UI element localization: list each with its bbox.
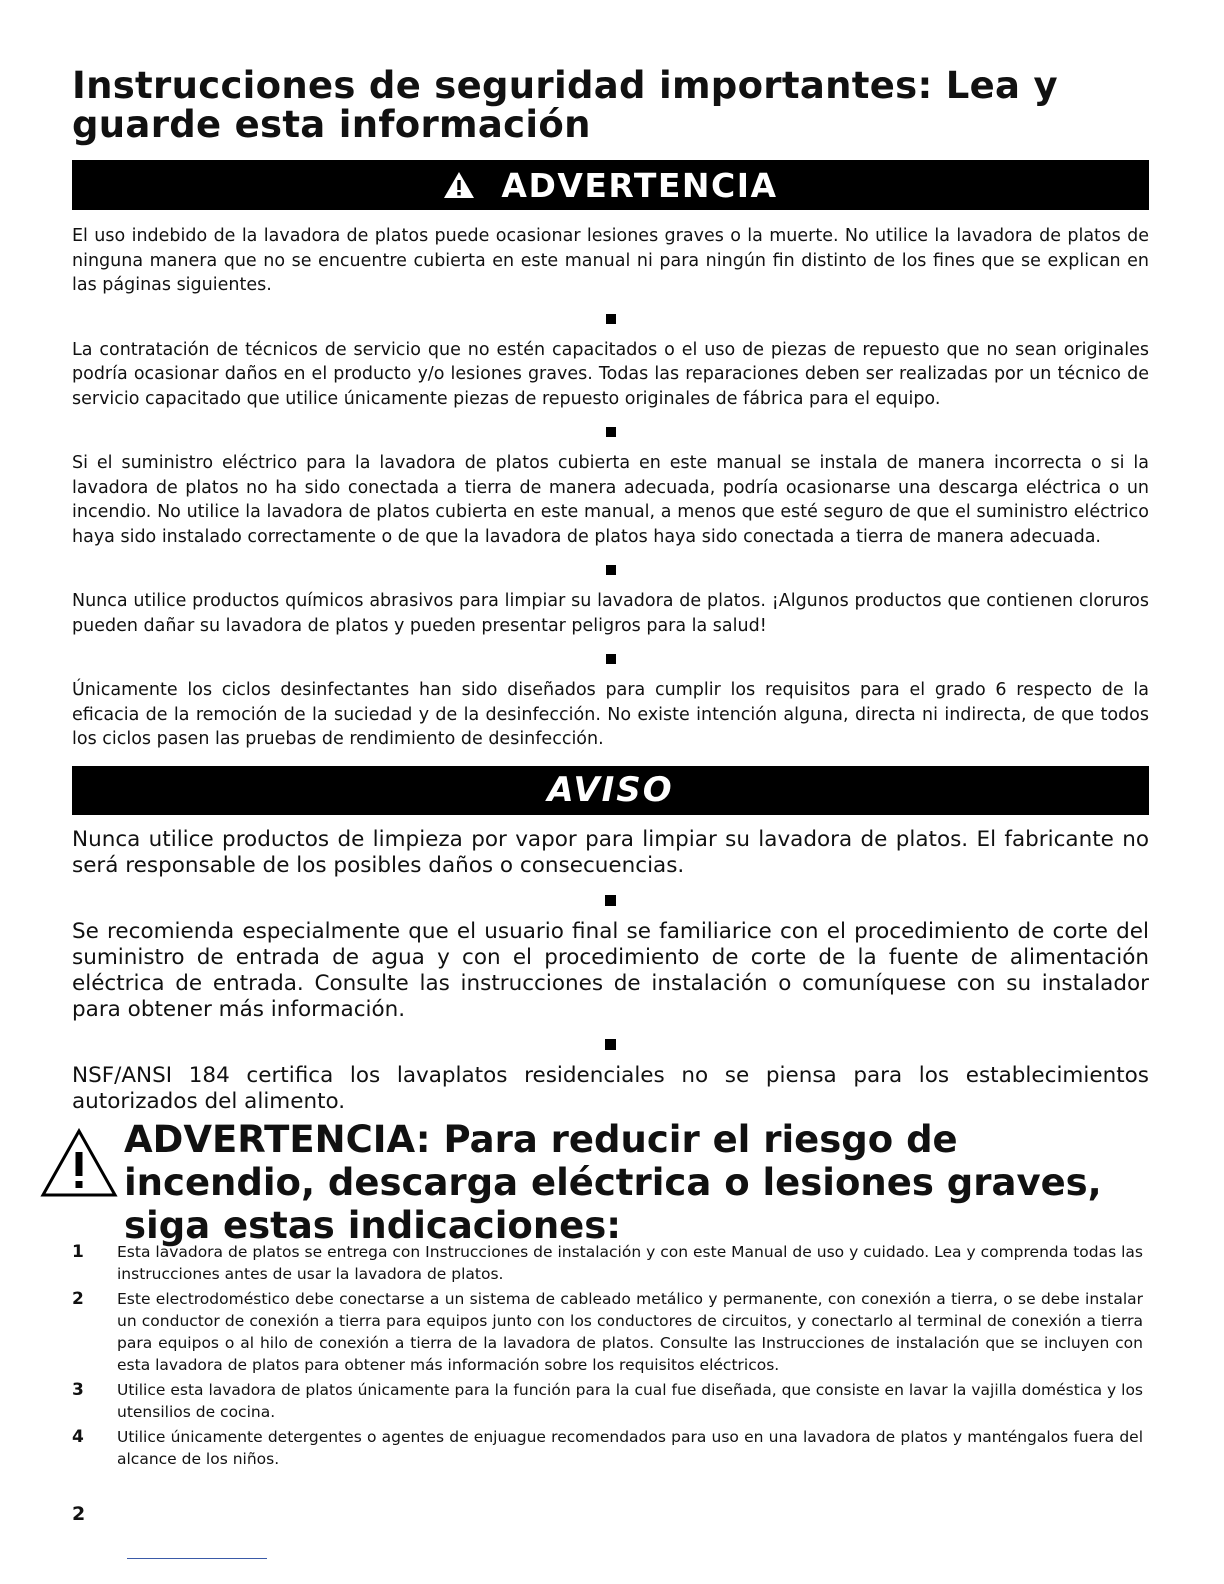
list-item-text: Esta lavadora de platos se entrega con Instrucciones de instalación y con este Manual de uso y cuidado. Lea y comprenda todas las instrucciones antes de usar la lavadora de platos.: [117, 1243, 1143, 1283]
page-title: Instrucciones de seguridad importantes: Lea y guarde esta información: [72, 64, 1058, 146]
list-item-number: 3: [72, 1380, 84, 1400]
notice-paragraph: Se recomienda especialmente que el usuario final se familiarice con el procedimiento de corte del suministro de entrada de agua y con el procedimiento de corte de la fuente de alimentación eléctrica de entrada. Consulte las instrucciones de instalación o comuníquese con su instalador para obtener más información.: [72, 918, 1149, 1022]
warning-banner: [72, 160, 1149, 210]
list-item: [72, 1426, 1143, 1470]
list-item: [72, 1241, 1143, 1285]
warning-triangle-icon: [443, 171, 475, 199]
fire-warning-heading: ADVERTENCIA: Para reducir el riesgo de incendio, descarga eléctrica o lesiones graves, siga estas indicaciones:: [124, 1118, 1102, 1247]
list-item-number: 1: [72, 1242, 84, 1262]
page-number: 2: [72, 1503, 86, 1525]
bullet-separator: [605, 895, 616, 906]
notice-banner-label: AVISO: [547, 770, 674, 810]
list-item-number: 4: [72, 1427, 84, 1447]
warning-paragraph: Si el suministro eléctrico para la lavadora de platos cubierta en este manual se instala de manera incorrecta o si la lavadora de platos no ha sido conectada a tierra de manera adecuada, podría ocasionarse una descarga eléctrica o un incendio. No utilice la lavadora de platos cubierta en este manual, a menos que esté seguro de que el suministro eléctrico haya sido instalado correctamente o de que la lavadora de platos haya sido conectada a tierra de manera adecuada.: [72, 453, 1149, 547]
warning-paragraph: Nunca utilice productos químicos abrasivos para limpiar su lavadora de platos. ¡Algunos productos que contienen cloruros pueden dañar su lavadora de platos y pueden presentar peligros para la salud!: [72, 591, 1149, 636]
warning-paragraph: Únicamente los ciclos desinfectantes han sido diseñados para cumplir los requisitos para el grado 6 respecto de la eficacia de la remoción de la suciedad y de la desinfección. No existe intención alguna, directa ni indirecta, de que todos los ciclos pasen las pruebas de rendimiento de desinfección.: [72, 680, 1149, 749]
fire-warning-section: [40, 1118, 1150, 1247]
bullet-separator: [606, 314, 616, 324]
list-item-text: Este electrodoméstico debe conectarse a un sistema de cableado metálico y permanente, con conexión a tierra, o se debe instalar un conductor de conexión a tierra para equipos junto con los conductores de circuitos, y conectarlo al terminal de conexión a tierra para equipos o al hilo de conexión a tierra de la lavadora de platos. Consulte las Instrucciones de instalación que se incluyen con esta lavadora de platos para obtener más información sobre los requisitos eléctricos.: [117, 1290, 1143, 1374]
bullet-separator: [606, 427, 616, 437]
notice-banner: [72, 766, 1149, 815]
list-item-text: Utilice esta lavadora de platos únicamente para la función para la cual fue diseñada, que consiste en lavar la vajilla doméstica y los utensilios de cocina.: [117, 1381, 1143, 1421]
safety-instructions-list: [72, 1241, 1143, 1473]
warning-paragraph: El uso indebido de la lavadora de platos puede ocasionar lesiones graves o la muerte. No utilice la lavadora de platos de ninguna manera que no se encuentre cubierta en este manual ni para ningún fin distinto de los fines que se explican en las páginas siguientes.: [72, 226, 1149, 295]
warning-triangle-outline-icon: [40, 1128, 118, 1198]
list-item: [72, 1379, 1143, 1423]
notice-paragraph: Nunca utilice productos de limpieza por vapor para limpiar su lavadora de platos. El fabricante no será responsable de los posibles daños o consecuencias.: [72, 826, 1149, 878]
warning-banner-label: ADVERTENCIA: [501, 165, 778, 205]
bullet-separator: [606, 565, 616, 575]
notice-paragraph: NSF/ANSI 184 certifica los lavaplatos residenciales no se piensa para los establecimientos autorizados del alimento.: [72, 1062, 1149, 1114]
bullet-separator: [606, 654, 616, 664]
list-item-text: Utilice únicamente detergentes o agentes de enjuague recomendados para uso en una lavadora de platos y manténgalos fuera del alcance de los niños.: [117, 1428, 1143, 1468]
warning-paragraph: La contratación de técnicos de servicio que no estén capacitados o el uso de piezas de repuesto que no sean originales podría ocasionar daños en el producto y/o lesiones graves. Todas las reparaciones deben ser realizadas por un técnico de servicio capacitado que utilice únicamente piezas de repuesto originales de fábrica para el equipo.: [72, 339, 1149, 409]
list-item: [72, 1288, 1143, 1376]
page-content: [72, 66, 1149, 1115]
bullet-separator: [605, 1039, 616, 1050]
footer-rule: [127, 1558, 267, 1559]
list-item-number: 2: [72, 1289, 84, 1309]
